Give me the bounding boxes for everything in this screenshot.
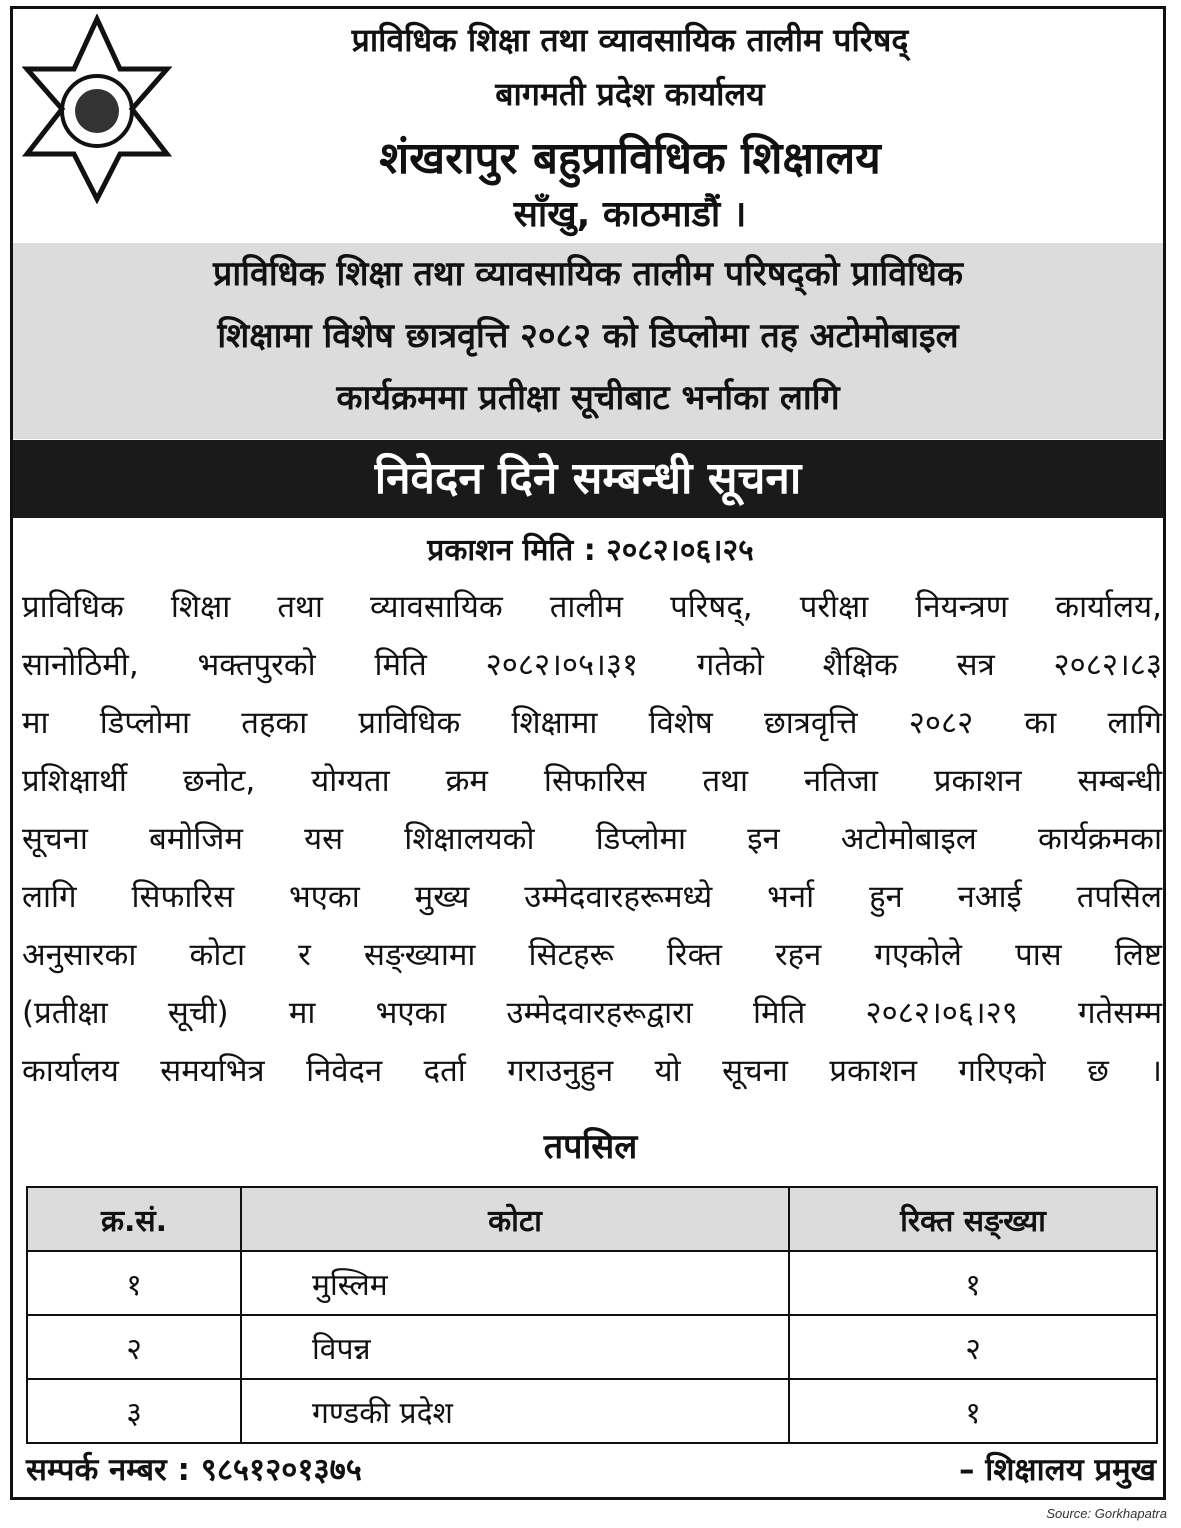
office-name: बागमती प्रदेश कार्यालय [495,75,765,113]
school-address: साँखु, काठमाडौं । [513,194,747,235]
subject-line: शिक्षामा विशेष छात्रवृत्ति २०८२ को डिप्लोमा तह अटोमोबाइल [217,316,959,356]
table-row [27,1379,1157,1443]
cell-vacancy: १ [789,1251,1157,1315]
body-line: प्राविधिक शिक्षा तथा व्यावसायिक तालीम परिषद्, परीक्षा नियन्त्रण कार्यालय, [22,589,1162,625]
col-sn: क्र.सं. [27,1187,241,1251]
subject-line: प्राविधिक शिक्षा तथा व्यावसायिक तालीम परिषद्को प्राविधिक [213,254,963,294]
signature: – शिक्षालय प्रमुख [959,1452,1156,1488]
col-quota: कोटा [241,1187,789,1251]
ctevt-emblem-icon [22,14,172,204]
body-line: अनुसारका कोटा र सङ्ख्यामा सिटहरू रिक्त रहन गएकोले पास लिष्ट [22,937,1162,973]
publish-date: प्रकाशन मिति : २०८२।०६।२५ [427,533,754,568]
source-credit: Source: Gorkhapatra [1046,1506,1167,1521]
table-row [27,1315,1157,1379]
cell-quota: विपन्न [241,1315,789,1379]
cell-sn: ३ [27,1379,241,1443]
cell-quota: गण्डकी प्रदेश [241,1379,789,1443]
subject-band [13,243,1163,439]
body-line: प्रशिक्षार्थी छनोट, योग्यता क्रम सिफारिस तथा नतिजा प्रकाशन सम्बन्धी [22,763,1162,799]
body-line: सूचना बमोजिम यस शिक्षालयको डिप्लोमा इन अटोमोबाइल कार्यक्रमका [22,821,1162,857]
cell-quota: मुस्लिम [241,1251,789,1315]
school-name: शंखरापुर बहुप्राविधिक शिक्षालय [379,133,881,184]
table-row [27,1251,1157,1315]
org-name: प्राविधिक शिक्षा तथा व्यावसायिक तालीम परिषद् [351,21,909,59]
cell-sn: १ [27,1251,241,1315]
contact-number: सम्पर्क नम्बर : ९८५१२०१३७५ [26,1452,362,1488]
col-vacancy: रिक्त सङ्ख्या [789,1187,1157,1251]
body-line: मा डिप्लोमा तहका प्राविधिक शिक्षामा विशेष छात्रवृत्ति २०८२ का लागि [22,705,1162,741]
notice-title: निवेदन दिने सम्बन्धी सूचना [13,440,1163,518]
body-line: लागि सिफारिस भएका मुख्य उम्मेदवारहरूमध्ये भर्ना हुन नआई तपसिल [22,879,1162,915]
body-line: (प्रतीक्षा सूची) मा भएका उम्मेदवारहरूद्वारा मिति २०८२।०६।२९ गतेसम्म [22,995,1162,1031]
body-line: सानोठिमी, भक्तपुरको मिति २०८२।०५।३१ गतेको शैक्षिक सत्र २०८२।८३ [22,647,1162,683]
table-header-row [27,1187,1157,1251]
cell-vacancy: २ [789,1315,1157,1379]
notice-body [22,578,1162,1100]
cell-vacancy: १ [789,1379,1157,1443]
vacancy-table [26,1186,1158,1444]
cell-sn: २ [27,1315,241,1379]
schedule-heading: तपसिल [543,1127,638,1167]
body-line: कार्यालय समयभित्र निवेदन दर्ता गराउनुहुन यो सूचना प्रकाशन गरिएको छ । [22,1053,1162,1089]
subject-line: कार्यक्रममा प्रतीक्षा सूचीबाट भर्नाका लागि [336,378,840,418]
footer [26,1448,1156,1490]
